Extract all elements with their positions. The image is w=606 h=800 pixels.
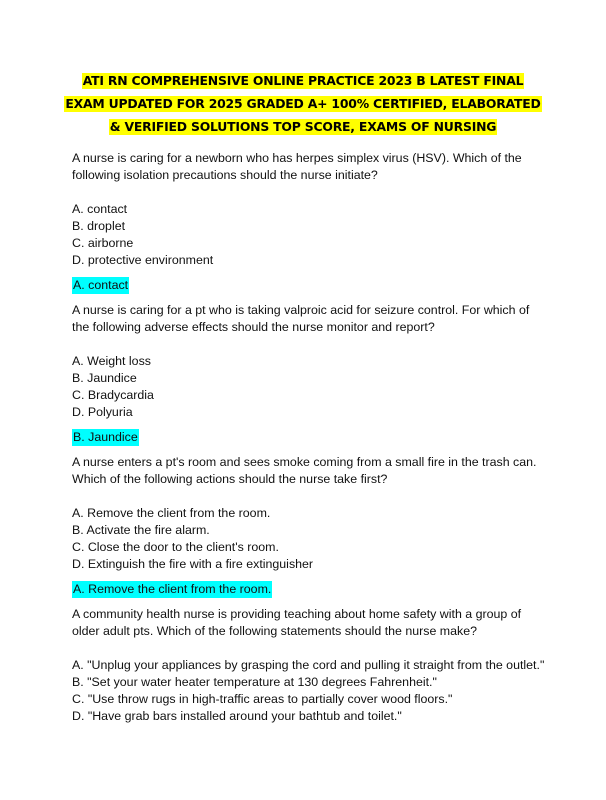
option-item: B. Jaundice bbox=[72, 371, 137, 385]
document-title bbox=[40, 72, 566, 141]
option-item: D. "Have grab bars installed around your bathtub and toilet." bbox=[72, 709, 402, 723]
option-item: C. "Use throw rugs in high-traffic areas to partially cover wood floors." bbox=[72, 692, 453, 706]
question-text: A community health nurse is providing teaching about home safety with a group of older adult pts. Which of the following statements should the nurse make? bbox=[72, 607, 522, 638]
answer-highlight: A. contact bbox=[73, 278, 129, 292]
option-list bbox=[72, 353, 542, 421]
question-block-4 bbox=[72, 606, 545, 725]
title-line: EXAM UPDATED FOR 2025 GRADED A+ 100% CERTIFIED, ELABORATED bbox=[65, 96, 541, 111]
option-item: A. "Unplug your appliances by grasping the cord and pulling it straight from the outlet." bbox=[72, 658, 545, 672]
option-item: C. Close the door to the client's room. bbox=[72, 540, 279, 554]
option-item: D. protective environment bbox=[72, 253, 214, 267]
option-item: B. droplet bbox=[72, 219, 126, 233]
question-block-3 bbox=[72, 454, 542, 606]
question-block-1 bbox=[72, 150, 542, 302]
answer-highlight: B. Jaundice bbox=[73, 430, 138, 444]
answer-highlight: A. Remove the client from the room. bbox=[73, 582, 272, 596]
question-text: A nurse is caring for a pt who is taking valproic acid for seizure control. For which of the following adverse effects should the nurse monitor and report? bbox=[72, 303, 530, 334]
question-text: A nurse enters a pt's room and sees smoke coming from a small fire in the trash can. Which of the following actions should the nurse take first? bbox=[72, 455, 537, 486]
option-item: B. "Set your water heater temperature at 130 degrees Fahrenheit." bbox=[72, 675, 437, 689]
title-line: & VERIFIED SOLUTIONS TOP SCORE, EXAMS OF NURSING bbox=[109, 119, 497, 134]
title-line: ATI RN COMPREHENSIVE ONLINE PRACTICE 2023 B LATEST FINAL bbox=[82, 73, 524, 88]
option-list bbox=[72, 657, 545, 725]
option-item: B. Activate the fire alarm. bbox=[72, 523, 210, 537]
option-item: D. Polyuria bbox=[72, 405, 133, 419]
option-list bbox=[72, 201, 542, 269]
question-text: A nurse is caring for a newborn who has herpes simplex virus (HSV). Which of the following isolation precautions should the nurse initiate? bbox=[72, 151, 522, 182]
question-list bbox=[72, 150, 545, 733]
option-list bbox=[72, 505, 542, 573]
option-item: A. Remove the client from the room. bbox=[72, 506, 271, 520]
question-block-2 bbox=[72, 302, 542, 454]
option-item: C. airborne bbox=[72, 236, 134, 250]
option-item: A. contact bbox=[72, 202, 128, 216]
option-item: A. Weight loss bbox=[72, 354, 151, 368]
option-item: D. Extinguish the fire with a fire extinguisher bbox=[72, 557, 314, 571]
option-item: C. Bradycardia bbox=[72, 388, 154, 402]
